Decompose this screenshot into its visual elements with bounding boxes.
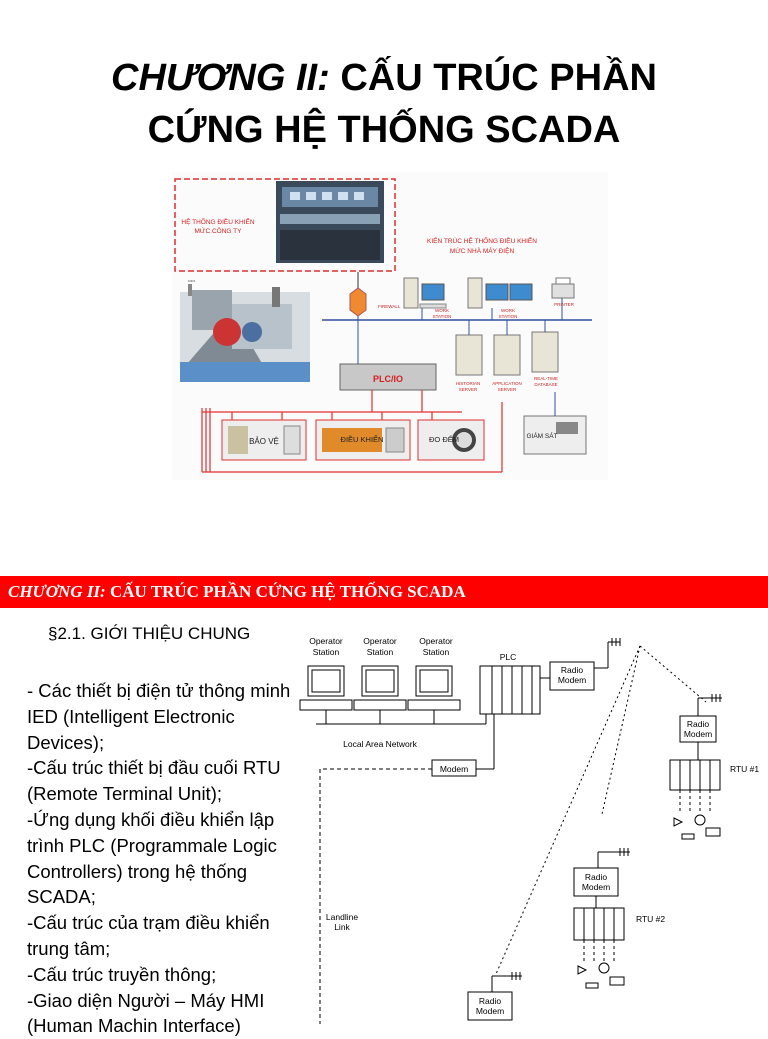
plant-label-2: MỨC NHÀ MÁY ĐIỆN <box>449 248 515 255</box>
metering-label: ĐO ĐẾM <box>429 435 459 444</box>
corporate-label-2: MỨC CÔNG TY <box>194 228 242 235</box>
rtu2-label: RTU #2 <box>636 914 666 924</box>
control-label: ĐIỀU KHIỂN <box>340 435 384 444</box>
firewall-label: FIREWALL <box>378 304 401 309</box>
radio-modem-rtu1-label-a: Radio <box>686 719 710 729</box>
operator-station-3 <box>408 666 460 710</box>
valve-icon <box>674 818 682 826</box>
bullet-list <box>27 678 302 1039</box>
motor-icon <box>695 815 705 825</box>
bullet-item: - Các thiết bị điện tử thông minh IED (Intelligent Electronic Devices); <box>27 680 291 753</box>
plc-rack <box>480 666 540 714</box>
title-text-line1: CẤU TRÚC PHẦN <box>329 57 657 99</box>
slide-1-title <box>0 52 768 156</box>
bullet-item: -Cấu trúc truyền thông; <box>27 963 217 985</box>
operator-station-2-label-a: Operator <box>363 636 397 646</box>
surveillance-label: GIÁM SÁT <box>526 433 558 440</box>
scada-network-diagram <box>296 628 768 1024</box>
control-group <box>316 420 410 460</box>
operator-station-1-label-a: Operator <box>309 636 343 646</box>
lan-label: Local Area Network <box>343 739 417 749</box>
landline-label-b: Link <box>334 922 350 932</box>
realtime-label-a: REAL-TIME <box>533 376 559 381</box>
operator-station-2-label-b: Station <box>366 647 394 657</box>
radio-modem-central-label-b: Modem <box>557 675 587 685</box>
slide-2-header-banner <box>0 576 768 608</box>
banner-chapter: CHƯƠNG II: <box>8 582 106 601</box>
plc-label: PLC <box>499 652 517 662</box>
bullet-item: -Giao diện Người – Máy HMI (Human Machin Interface) <box>27 989 265 1037</box>
power-plant-illustration <box>180 278 310 382</box>
operator-station-1-label-b: Station <box>312 647 340 657</box>
radio-modem-3-label-a: Radio <box>478 996 502 1006</box>
printer-label: PRINTER <box>554 302 574 307</box>
landline-label-a: Landline <box>325 912 359 922</box>
bullet-item: -Cấu trúc thiết bị đầu cuối RTU (Remote Terminal Unit); <box>27 757 281 805</box>
application-label-b: SERVER <box>497 387 517 392</box>
metering-group <box>418 420 484 460</box>
protection-group <box>222 420 306 460</box>
scada-architecture-figure <box>172 172 608 480</box>
protection-label: BẢO VỆ <box>249 437 279 446</box>
corporate-label-1: HỆ THỐNG ĐIỀU KHIỂN <box>181 219 255 226</box>
bullet-item: -Cấu trúc của trạm điều khiển trung tâm; <box>27 912 270 959</box>
radio-modem-rtu2-label-b: Modem <box>581 882 611 892</box>
historian-label-a: HISTORIAN <box>455 381 481 386</box>
radio-modem-3-label-b: Modem <box>475 1006 505 1016</box>
modem-label: Modem <box>439 764 469 774</box>
radio-modem-central-label-a: Radio <box>560 665 584 675</box>
bullet-item: -Ứng dụng khối điều khiển lập trình PLC (Programmale Logic Controllers) trong hệ thống SCADA; <box>27 808 277 908</box>
title-text-line2: CỨNG HỆ THỐNG SCADA <box>147 109 621 151</box>
operator-station-3-label-b: Station <box>422 647 450 657</box>
operator-station-2 <box>354 666 406 710</box>
rtu1-rack <box>670 760 720 790</box>
rtu2-rack <box>574 908 624 940</box>
plc-io-label: PLC/IO <box>372 374 404 384</box>
historian-label-b: SERVER <box>458 387 478 392</box>
title-chapter: CHƯƠNG II: <box>111 57 330 99</box>
operator-station-3-label-a: Operator <box>419 636 453 646</box>
radio-modem-rtu1-label-b: Modem <box>683 729 713 739</box>
rtu1-label: RTU #1 <box>730 764 760 774</box>
plant-label-1: KIẾN TRÚC HỆ THỐNG ĐIỀU KHIỂN <box>427 238 537 245</box>
work-station-1-label-b: STATION <box>432 314 452 319</box>
work-station-2-label-b: STATION <box>498 314 518 319</box>
banner-title: CẤU TRÚC PHẦN CỨNG HỆ THỐNG SCADA <box>105 582 466 601</box>
work-station-1-label-a: WORK <box>435 308 449 313</box>
section-title: §2.1. GIỚI THIỆU CHUNG <box>48 624 251 643</box>
realtime-label-b: DATABASE <box>534 382 558 387</box>
work-station-2-label-a: WORK <box>501 308 515 313</box>
svg-text:•••••: ••••• <box>188 278 196 283</box>
application-label-a: APPLICATION <box>492 381 522 386</box>
operator-station-1 <box>300 666 352 710</box>
radio-modem-rtu2-label-a: Radio <box>584 872 608 882</box>
